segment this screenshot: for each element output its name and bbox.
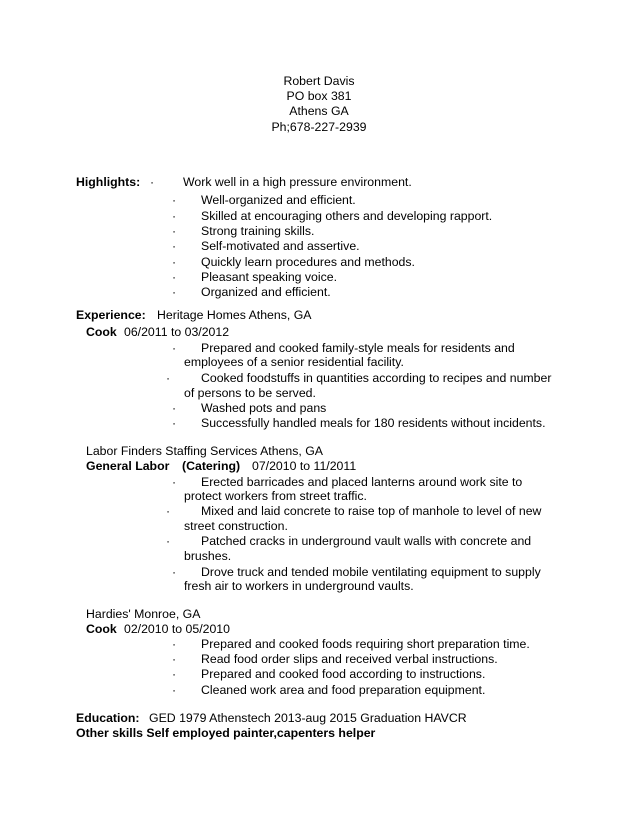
- job1-bullet-2: Cooked foodstuffs in quantities according to recipes and number: [201, 371, 552, 385]
- bullet-dot: ·: [166, 534, 171, 548]
- job2-bullet-4-cont: fresh air to workers in underground vaults.: [184, 579, 414, 593]
- job3-employer: Hardies' Monroe, GA: [86, 607, 201, 621]
- job2-bullet-3-cont: brushes.: [184, 549, 232, 563]
- job3-bullet-3: Prepared and cooked food according to instructions.: [201, 667, 486, 681]
- bullet-dot: ·: [172, 285, 177, 299]
- job1-bullet-1: Prepared and cooked family-style meals for residents and: [201, 341, 515, 355]
- job2-subtitle: (Catering): [182, 459, 241, 473]
- contact-city: Athens GA: [289, 104, 349, 118]
- job2-bullet-4: Drove truck and tended mobile ventilating equipment to supply: [201, 565, 541, 579]
- education-label: Education:: [76, 711, 140, 725]
- highlight-item: Work well in a high pressure environment.: [183, 175, 412, 189]
- contact-phone: Ph;678-227-2939: [271, 120, 367, 134]
- job3-bullet-1: Prepared and cooked foods requiring short preparation time.: [201, 637, 530, 651]
- job1-bullet-2-cont: of persons to be served.: [184, 386, 316, 400]
- highlight-item: Strong training skills.: [201, 224, 315, 238]
- highlights-label: Highlights:: [76, 175, 141, 189]
- highlight-item: Quickly learn procedures and methods.: [201, 255, 415, 269]
- bullet-dot: ·: [172, 416, 177, 430]
- job1-employer: Heritage Homes Athens, GA: [157, 308, 312, 322]
- job3-bullet-4: Cleaned work area and food preparation equipment.: [201, 683, 486, 697]
- bullet-dot: ·: [150, 175, 155, 189]
- highlight-item: Self-motivated and assertive.: [201, 239, 360, 253]
- job1-title: Cook: [86, 325, 117, 339]
- bullet-dot: ·: [172, 637, 177, 651]
- bullet-dot: ·: [172, 652, 177, 666]
- job2-bullet-2: Mixed and laid concrete to raise top of manhole to level of new: [201, 504, 542, 518]
- bullet-dot: ·: [172, 565, 177, 579]
- bullet-dot: ·: [172, 667, 177, 681]
- bullet-dot: ·: [166, 371, 171, 385]
- job1-bullet-1-cont: employees of a senior residential facility.: [184, 355, 404, 369]
- job3-title: Cook: [86, 622, 117, 636]
- bullet-dot: ·: [166, 504, 171, 518]
- bullet-dot: ·: [172, 341, 177, 355]
- highlight-item: Pleasant speaking voice.: [201, 270, 338, 284]
- bullet-dot: ·: [172, 475, 177, 489]
- education-text: GED 1979 Athenstech 2013-aug 2015 Graduation HAVCR: [149, 711, 467, 725]
- job2-title: General Labor: [86, 459, 170, 473]
- bullet-dot: ·: [172, 209, 177, 223]
- bullet-dot: ·: [172, 255, 177, 269]
- job2-bullet-3: Patched cracks in underground vault walls with concrete and: [201, 534, 532, 548]
- job3-dates: 02/2010 to 05/2010: [124, 622, 230, 636]
- highlight-item: Skilled at encouraging others and developing rapport.: [201, 209, 493, 223]
- job2-bullet-1: Erected barricades and placed lanterns around work site to: [201, 475, 523, 489]
- bullet-dot: ·: [172, 193, 177, 207]
- job1-dates: 06/2011 to 03/2012: [124, 325, 230, 339]
- job3-bullet-2: Read food order slips and received verbal instructions.: [201, 652, 498, 666]
- experience-label: Experience:: [76, 308, 146, 322]
- job2-bullet-2-cont: street construction.: [184, 519, 288, 533]
- job1-bullet-4: Successfully handled meals for 180 residents without incidents.: [201, 416, 546, 430]
- job2-dates: 07/2010 to 11/2011: [252, 459, 357, 473]
- bullet-dot: ·: [172, 239, 177, 253]
- highlight-item: Organized and efficient.: [201, 285, 331, 299]
- job2-employer: Labor Finders Staffing Services Athens, GA: [86, 444, 323, 458]
- bullet-dot: ·: [172, 401, 177, 415]
- job2-bullet-1-cont: protect workers from street traffic.: [184, 489, 367, 503]
- job1-bullet-3: Washed pots and pans: [201, 401, 327, 415]
- bullet-dot: ·: [172, 683, 177, 697]
- bullet-dot: ·: [172, 270, 177, 284]
- contact-name: Robert Davis: [283, 74, 355, 88]
- highlight-item: Well-organized and efficient.: [201, 193, 356, 207]
- bullet-dot: ·: [172, 224, 177, 238]
- other-skills: Other skills Self employed painter,capenters helper: [76, 726, 376, 740]
- contact-address: PO box 381: [286, 89, 352, 103]
